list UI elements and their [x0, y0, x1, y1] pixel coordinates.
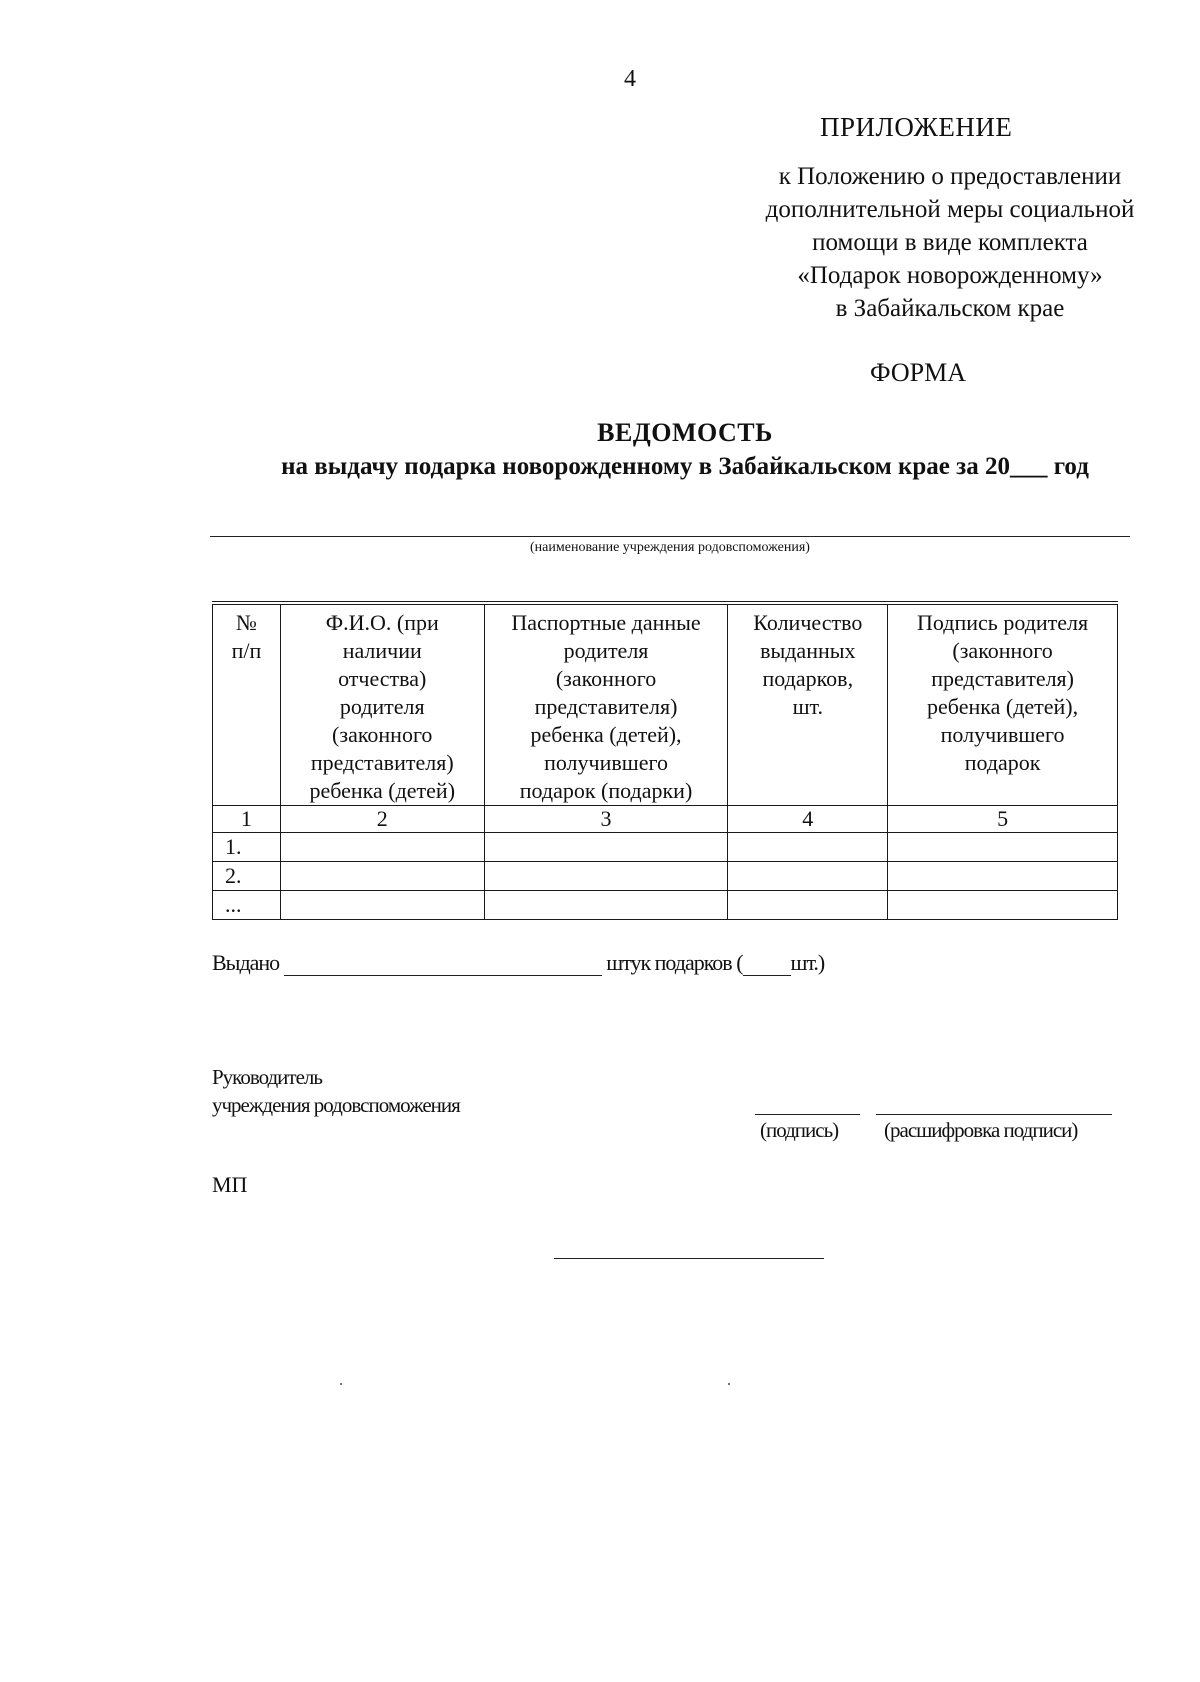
issued-line: [212, 950, 1112, 976]
page-number: 4: [624, 66, 636, 92]
signature-line[interactable]: [755, 1114, 860, 1115]
column-number: 3: [484, 806, 728, 833]
signature-decoding-caption: (расшифровка подписи): [884, 1118, 1078, 1142]
appendix-line: «Подарок новорожденному»: [797, 262, 1103, 289]
table-cell[interactable]: [728, 833, 888, 862]
appendix-line: помощи в виде комплекта: [812, 229, 1088, 256]
column-number: 2: [280, 806, 484, 833]
stamp-place-label: МП: [212, 1172, 248, 1197]
scan-speck: [340, 1383, 342, 1385]
table-header-row: [213, 603, 1118, 806]
table-row: [213, 862, 1118, 891]
appendix-line: в Забайкальском крае: [835, 295, 1065, 322]
head-line: учреждения родовспоможения: [212, 1093, 460, 1117]
appendix-title: ПРИЛОЖЕНИЕ: [820, 112, 1013, 142]
row-number: 2.: [213, 862, 281, 891]
header-gift-count: Количество выданных подарков, шт.: [728, 603, 888, 806]
table-cell[interactable]: [888, 891, 1118, 920]
head-line: Руководитель: [212, 1065, 322, 1089]
issued-count-digits-field[interactable]: [743, 953, 791, 976]
document-subtitle: на выдачу подарка новорожденному в Забайкальском крае за 20___ год: [281, 453, 1089, 480]
table-cell[interactable]: [888, 862, 1118, 891]
table-cell[interactable]: [728, 862, 888, 891]
signature-caption: (подпись): [760, 1118, 839, 1142]
appendix-line: к Положению о предоставлении: [778, 163, 1122, 190]
issued-middle-text: штук подарков (: [606, 950, 743, 975]
header-passport-data: Паспортные данные родителя (законного представителя) ребенка (детей), получившего подарок (подарки): [484, 603, 728, 806]
institution-caption: (наименование учреждения родовспоможения): [530, 540, 810, 555]
scan-speck: [728, 1383, 730, 1385]
signature-decoding-line[interactable]: [876, 1114, 1112, 1115]
column-number: 1: [213, 806, 281, 833]
table-cell[interactable]: [484, 833, 728, 862]
document-title: ВЕДОМОСТЬ: [597, 418, 773, 447]
table-row: [213, 833, 1118, 862]
row-number: ...: [213, 891, 281, 920]
column-number: 5: [888, 806, 1118, 833]
issued-count-words-field[interactable]: [284, 953, 602, 976]
table-cell[interactable]: [280, 862, 484, 891]
issued-unit-text: шт.): [790, 950, 825, 975]
header-number: № п/п: [213, 603, 281, 806]
column-number: 4: [728, 806, 888, 833]
header-parent-signature: Подпись родителя (законного представителя) ребенка (детей), получившего подарок: [888, 603, 1118, 806]
table-cell[interactable]: [728, 891, 888, 920]
issued-label: Выдано: [212, 950, 280, 975]
head-of-institution: [212, 1063, 460, 1119]
table-cell[interactable]: [280, 891, 484, 920]
table-cell[interactable]: [484, 891, 728, 920]
appendix-line: дополнительной меры социальной: [765, 196, 1135, 223]
header-full-name: Ф.И.О. (при наличии отчества) родителя (законного представителя) ребенка (детей): [280, 603, 484, 806]
institution-name-line: [210, 536, 1130, 537]
register-table: [212, 601, 1118, 920]
row-number: 1.: [213, 833, 281, 862]
closing-line: [554, 1258, 824, 1259]
table-cell[interactable]: [484, 862, 728, 891]
form-label: ФОРМА: [870, 358, 966, 387]
table-cell[interactable]: [888, 833, 1118, 862]
table-cell[interactable]: [280, 833, 484, 862]
table-row: [213, 891, 1118, 920]
appendix-reference: [720, 160, 1180, 325]
column-number-row: [213, 806, 1118, 833]
